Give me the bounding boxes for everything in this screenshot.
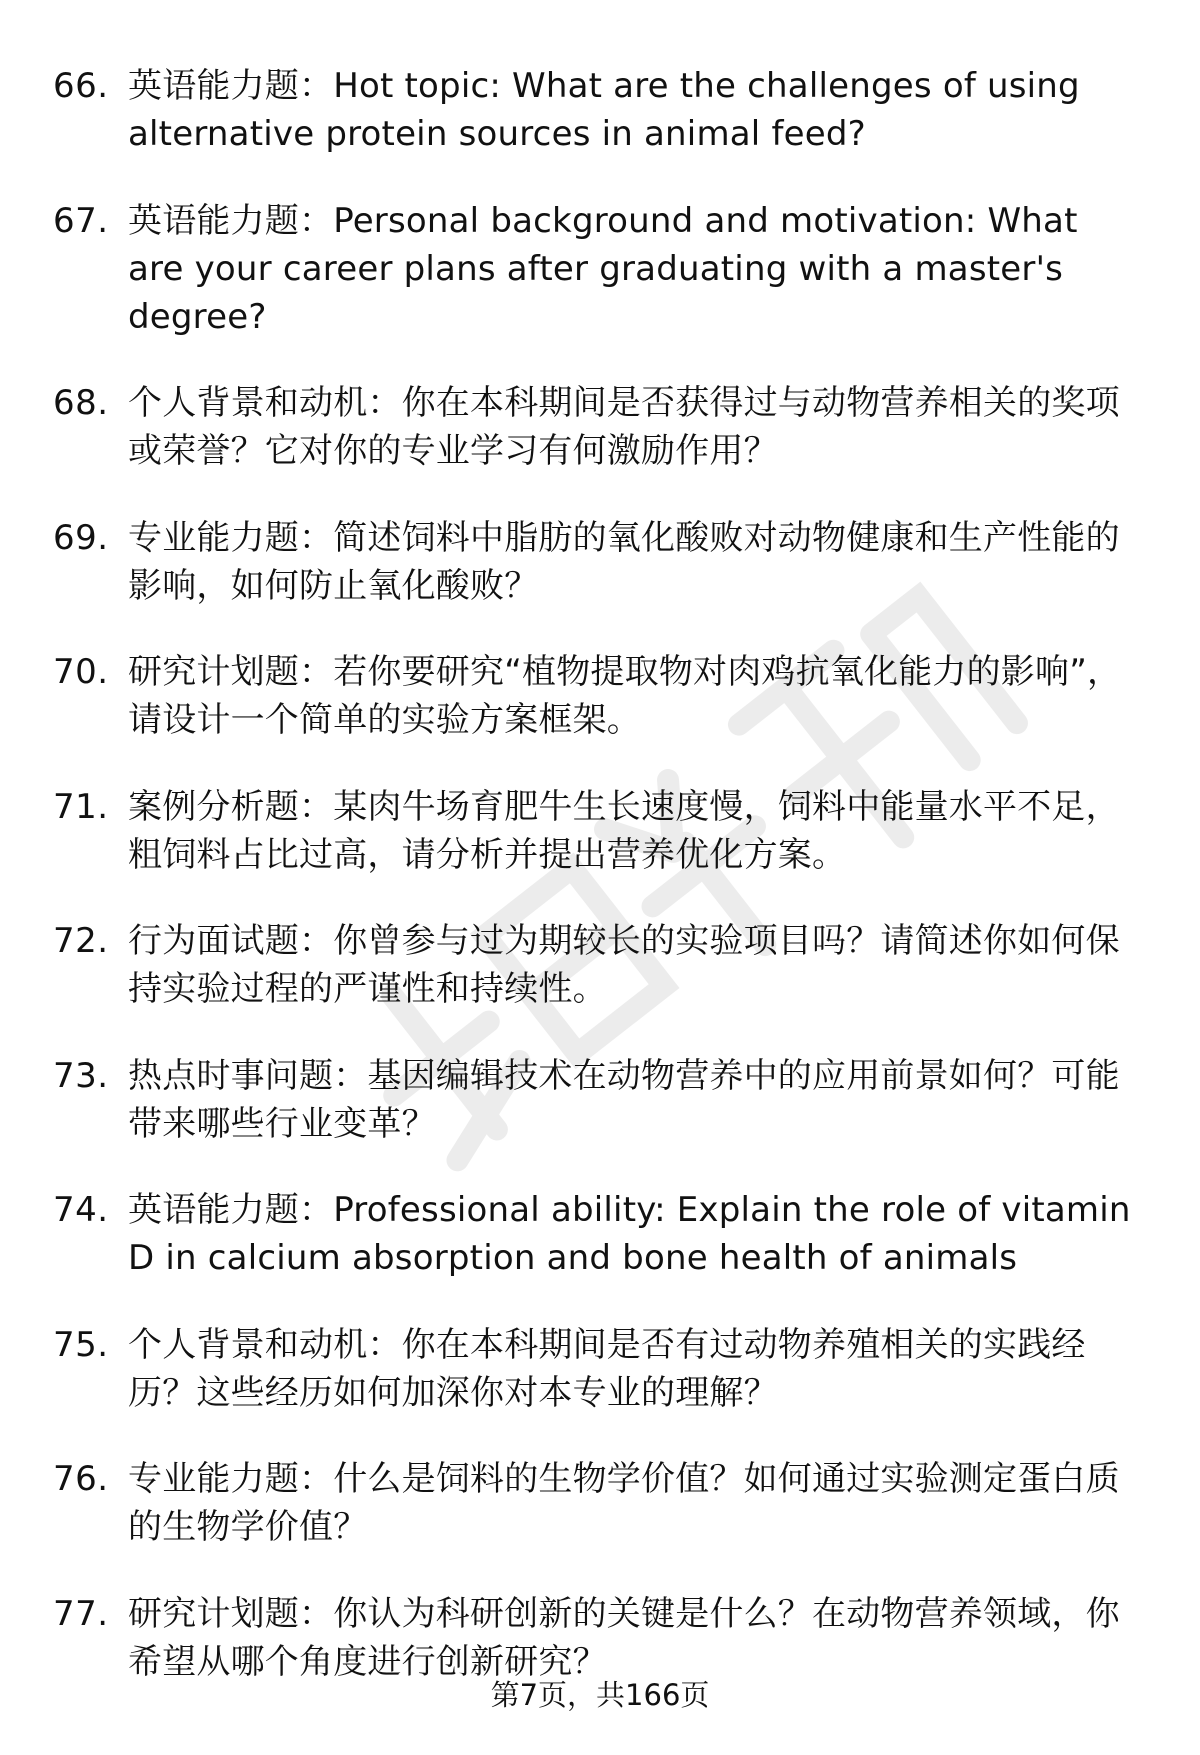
question-item xyxy=(0,783,1200,879)
question-item xyxy=(0,917,1200,1013)
question-item xyxy=(0,514,1200,610)
question-text: 专业能力题：什么是饲料的生物学价值？如何通过实验测定蛋白质的生物学价值？ xyxy=(128,1459,1120,1547)
question-item xyxy=(0,379,1200,475)
question-number: 76. xyxy=(53,1459,109,1499)
question-text: 热点时事问题：基因编辑技术在动物营养中的应用前景如何？可能带来哪些行业变革？ xyxy=(128,1055,1120,1144)
question-text: 个人背景和动机：你在本科期间是否获得过与动物营养相关的奖项或荣誉？它对你的专业学习有何激励作用？ xyxy=(128,383,1120,471)
question-list xyxy=(0,62,1200,1724)
page-footer: 第7页，共166页 xyxy=(490,1678,710,1712)
question-item xyxy=(0,1455,1200,1551)
question-number: 69. xyxy=(53,517,109,558)
question-number: 77. xyxy=(53,1593,109,1634)
question-number: 73. xyxy=(53,1055,109,1096)
question-number: 68. xyxy=(53,383,109,423)
question-text: 专业能力题：简述饲料中脂肪的氧化酸败对动物健康和生产性能的影响，如何防止氧化酸败？ xyxy=(128,517,1120,606)
question-text: 案例分析题：某肉牛场育肥牛生长速度慢，饲料中能量水平不足，粗饲料占比过高，请分析并提出营养优化方案。 xyxy=(128,786,1120,875)
question-text: 英语能力题：Hot topic: What are the challenges of using alternative protein sources in animal feed? xyxy=(128,66,1080,154)
question-number: 71. xyxy=(53,786,109,827)
question-item xyxy=(0,1186,1200,1282)
question-item xyxy=(0,1321,1200,1417)
question-number: 70. xyxy=(53,652,109,692)
question-text: 研究计划题：你认为科研创新的关键是什么？在动物营养领域，你希望从哪个角度进行创新研究？ xyxy=(128,1593,1120,1682)
question-number: 67. xyxy=(53,200,109,241)
question-item xyxy=(0,1052,1200,1148)
question-text: 行为面试题：你曾参与过为期较长的实验项目吗？请简述你如何保持实验过程的严谨性和持续性。 xyxy=(128,921,1120,1009)
question-number: 66. xyxy=(53,66,109,106)
question-number: 72. xyxy=(53,921,109,961)
question-number: 75. xyxy=(53,1324,109,1365)
question-item xyxy=(0,197,1200,341)
question-text: 研究计划题：若你要研究“植物提取物对肉鸡抗氧化能力的影响”，请设计一个简单的实验方案框架。 xyxy=(128,652,1122,740)
question-item xyxy=(0,1590,1200,1686)
question-item xyxy=(0,648,1200,744)
question-item xyxy=(0,62,1200,158)
question-text: 英语能力题：Professional ability: Explain the role of vitamin D in calcium absorption and bone health of animals xyxy=(128,1190,1131,1278)
question-text: 个人背景和动机：你在本科期间是否有过动物养殖相关的实践经历？这些经历如何加深你对本专业的理解？ xyxy=(128,1324,1086,1413)
question-number: 74. xyxy=(53,1190,109,1230)
question-text: 英语能力题：Personal background and motivation: What are your career plans after graduating with a master's degree? xyxy=(128,200,1078,337)
